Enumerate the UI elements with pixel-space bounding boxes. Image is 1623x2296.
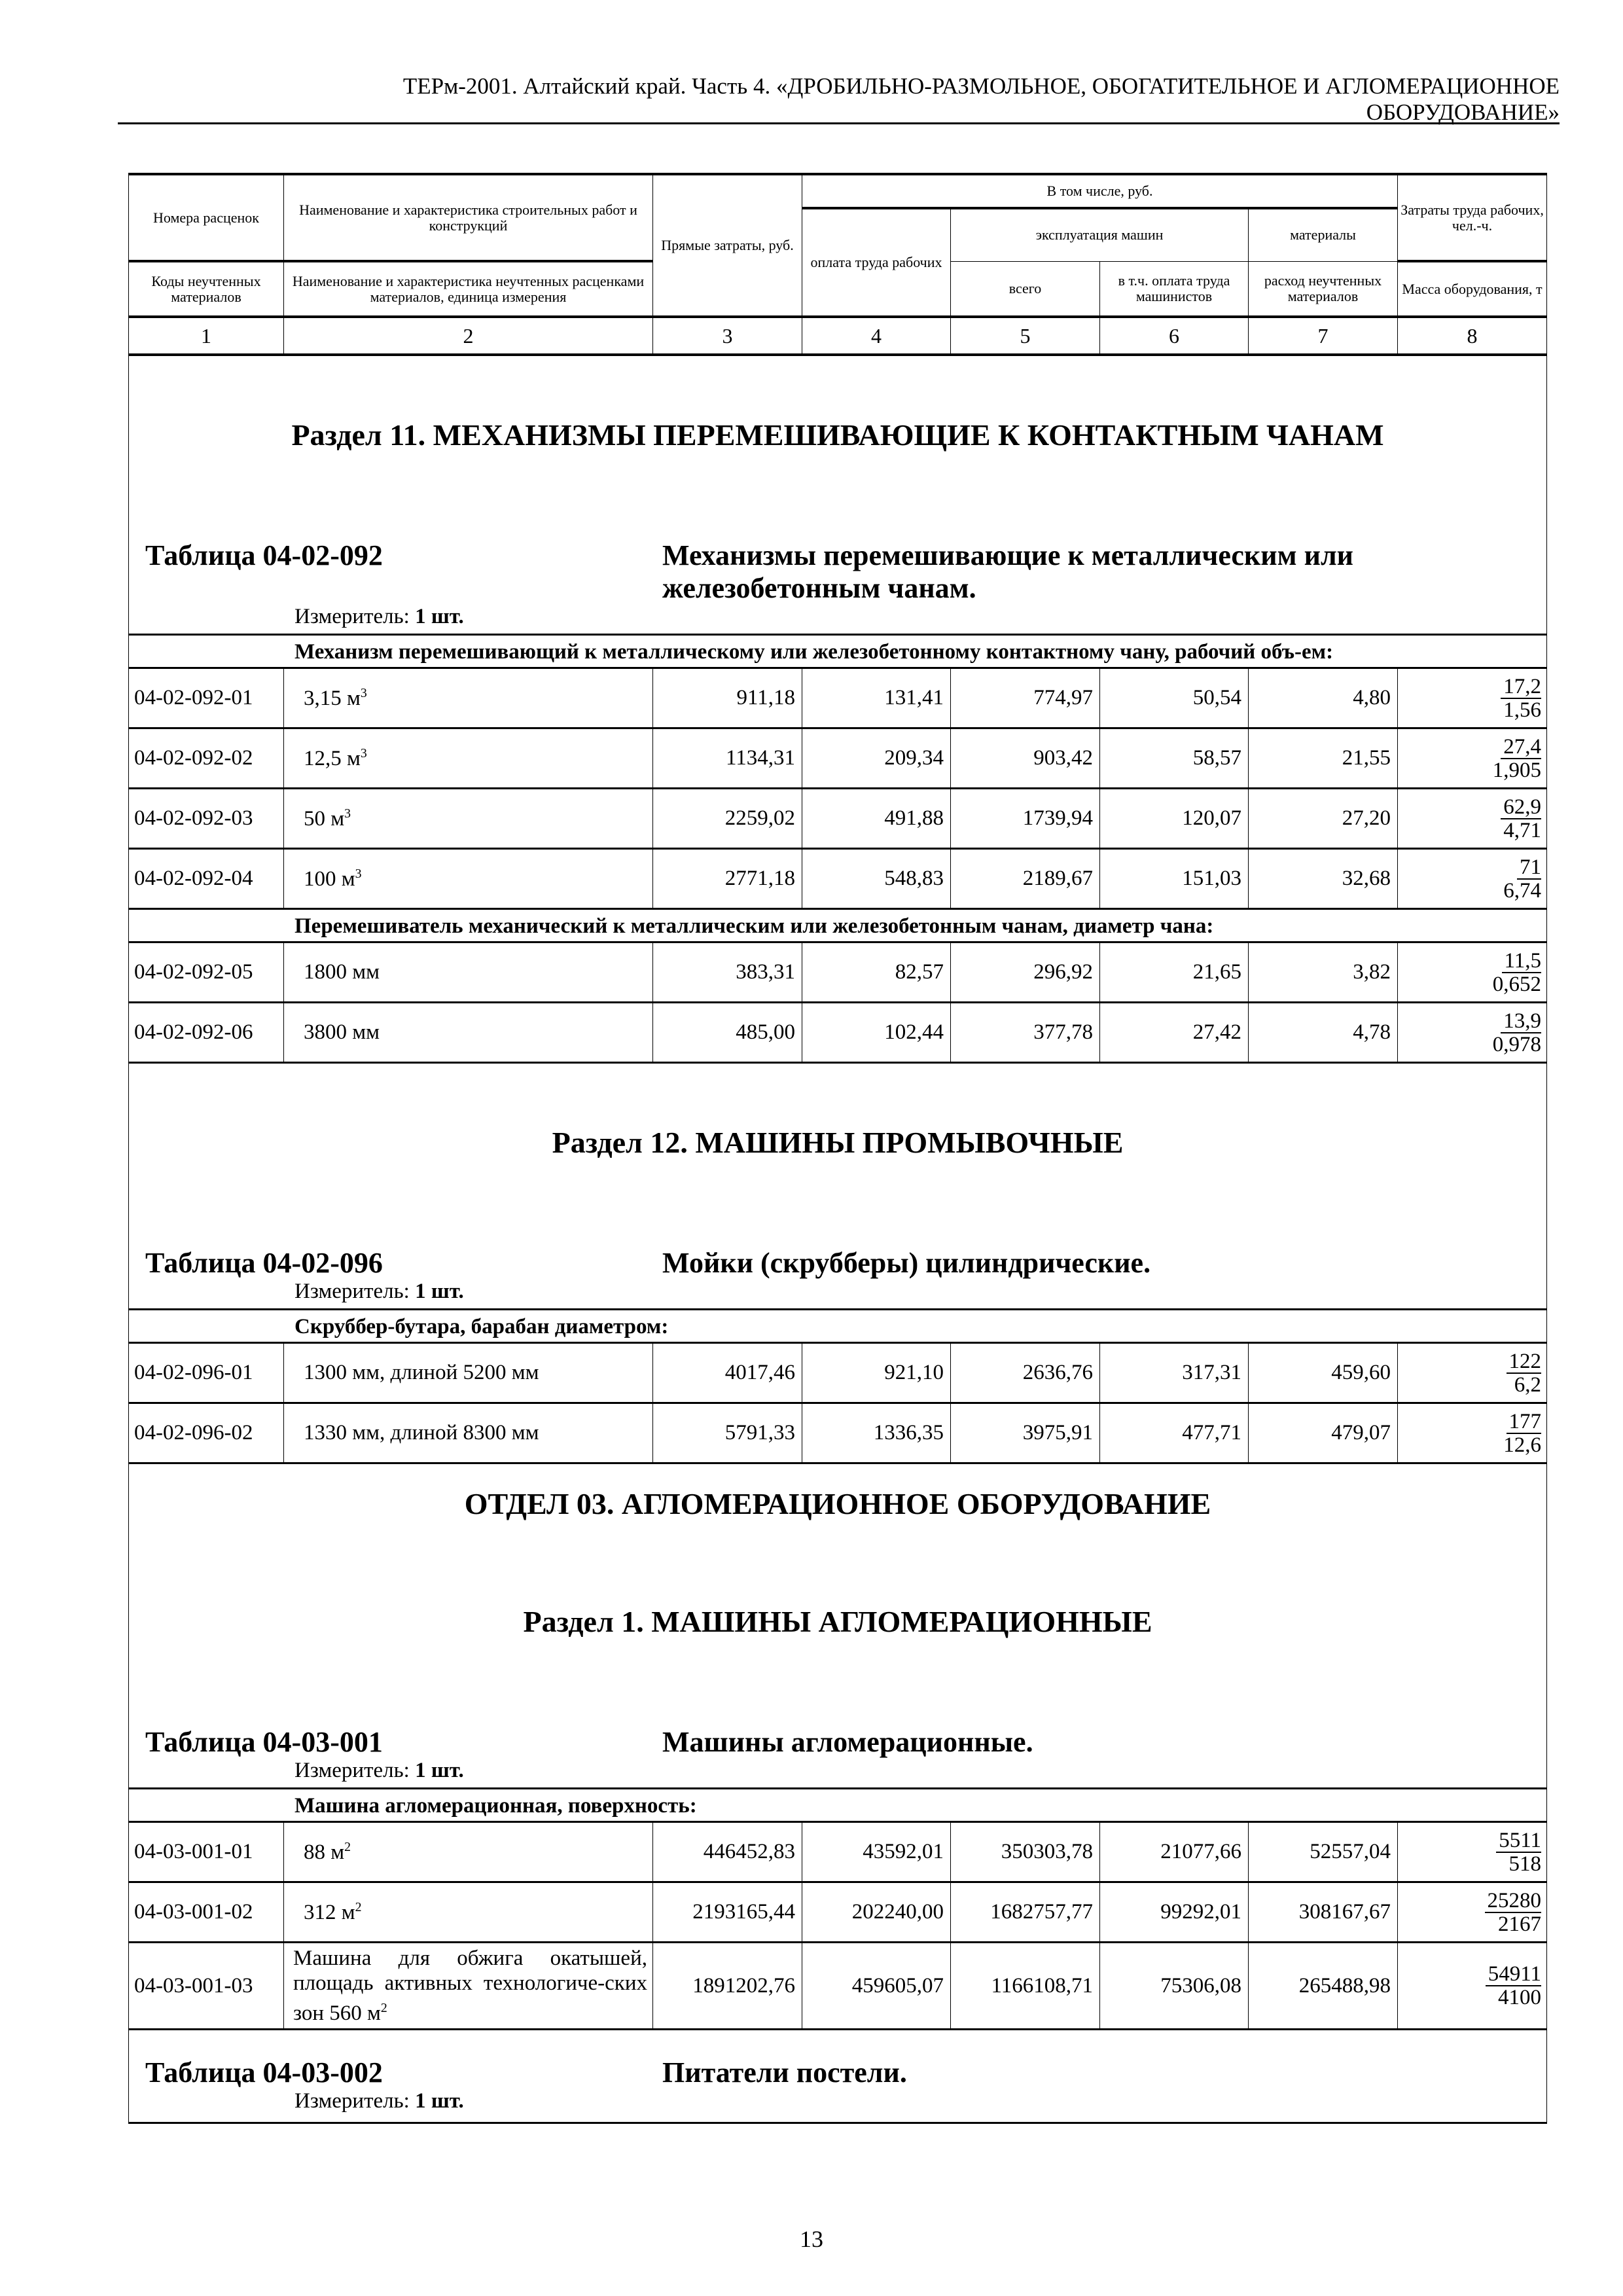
group-cell [129, 1310, 1547, 1343]
measurer-value: 1 шт. [415, 1759, 464, 1782]
table-title: Машины агломерационные. [662, 1726, 1033, 1758]
table-number: Таблица 04-02-092 [145, 539, 383, 571]
unit-exponent: 3 [360, 685, 367, 700]
division-title: ОТДЕЛ 03. АГЛОМЕРАЦИОННОЕ ОБОРУДОВАНИЕ [464, 1486, 1211, 1520]
measurer-cell [129, 1280, 1547, 1310]
th-worker-pay: оплата труда рабочих [802, 208, 951, 317]
col-number: 6 [1100, 317, 1249, 355]
materials-value: 4,80 [1249, 668, 1398, 728]
equipment-mass: 1,905 [1492, 758, 1542, 782]
materials-value: 21,55 [1249, 728, 1398, 789]
machine-total-value: 1682757,77 [951, 1882, 1100, 1943]
worker-pay-value: 459605,07 [802, 1943, 951, 2030]
rate-description [284, 789, 653, 849]
worker-pay-value: 202240,00 [802, 1882, 951, 1943]
measurer-cell [129, 605, 1547, 635]
rate-description [284, 942, 653, 1003]
labor-hours: 177 [1507, 1410, 1542, 1434]
table-title: Питатели постели. [662, 2056, 907, 2089]
worker-pay-value: 1336,35 [802, 1403, 951, 1463]
table_title-row [129, 1221, 1547, 1280]
th-equipment-mass: Масса оборудования, т [1398, 261, 1547, 317]
col-number: 5 [951, 317, 1100, 355]
group-row [129, 635, 1547, 668]
division-cell [129, 1463, 1547, 1543]
labor-hours: 25280 [1485, 1890, 1542, 1913]
group-heading: Перемешиватель механический к металлическим или железобетонным чанам, диаметр чана: [294, 914, 1214, 938]
section-cell [129, 1543, 1547, 1700]
table-row [129, 789, 1547, 849]
operator-pay-value: 151,03 [1100, 849, 1249, 909]
direct-costs-value: 4017,46 [653, 1343, 802, 1403]
labor-hours: 62,9 [1501, 796, 1541, 819]
measurer-row [129, 1280, 1547, 1310]
labor-hours: 122 [1507, 1350, 1542, 1374]
operator-pay-value: 75306,08 [1100, 1943, 1249, 2030]
direct-costs-value: 1134,31 [653, 728, 802, 789]
measurer-value: 1 шт. [415, 2089, 464, 2113]
labor-mass-fraction [1398, 728, 1547, 789]
col-number: 8 [1398, 317, 1547, 355]
equipment-mass: 6,2 [1514, 1372, 1542, 1397]
labor-mass-fraction [1398, 789, 1547, 849]
th-machine-total: всего [951, 261, 1100, 317]
running-header [403, 73, 1560, 126]
table-row [129, 1003, 1547, 1063]
table_title-cell [129, 1700, 1547, 1759]
worker-pay-value: 102,44 [802, 1003, 951, 1063]
th-materials: материалы [1249, 208, 1398, 261]
section-title: Раздел 1. МАШИНЫ АГЛОМЕРАЦИОННЫЕ [523, 1604, 1152, 1638]
direct-costs-value: 2771,18 [653, 849, 802, 909]
direct-costs-value: 5791,33 [653, 1403, 802, 1463]
machine-total-value: 1739,94 [951, 789, 1100, 849]
rate-description [284, 1882, 653, 1943]
th-rate-numbers: Номера расценок [129, 174, 284, 261]
description-text: 3,15 м [304, 686, 361, 710]
equipment-mass: 0,652 [1492, 972, 1542, 996]
worker-pay-value: 548,83 [802, 849, 951, 909]
labor-mass-fraction [1398, 1943, 1547, 2030]
labor-hours: 17,2 [1501, 675, 1541, 699]
group-heading: Механизм перемешивающий к металлическому или железобетонному контактному чану, рабочий объ-ем: [294, 640, 1334, 664]
labor-mass-fraction [1398, 1882, 1547, 1943]
table-number: Таблица 04-02-096 [145, 1247, 383, 1279]
equipment-mass: 12,6 [1503, 1433, 1542, 1457]
materials-value: 27,20 [1249, 789, 1398, 849]
table_title-cell [129, 513, 1547, 605]
description-text: 50 м [304, 806, 345, 831]
machine-total-value: 903,42 [951, 728, 1100, 789]
unit-exponent: 2 [380, 2001, 387, 2015]
rate-description [284, 1003, 653, 1063]
operator-pay-value: 21,65 [1100, 942, 1249, 1003]
table-title: Мойки (скрубберы) цилиндрические. [662, 1247, 1151, 1279]
equipment-mass: 0,978 [1492, 1032, 1542, 1056]
th-operator-pay: в т.ч. оплата труда машинистов [1100, 261, 1249, 317]
division-row [129, 1463, 1547, 1543]
description-text: 3800 мм [304, 1020, 380, 1044]
direct-costs-value: 911,18 [653, 668, 802, 728]
description-text: 312 м [304, 1900, 355, 1924]
operator-pay-value: 27,42 [1100, 1003, 1249, 1063]
labor-mass-fraction [1398, 1003, 1547, 1063]
labor-hours: 54911 [1486, 1963, 1541, 1986]
unit-exponent: 3 [355, 866, 362, 881]
rate-code: 04-02-092-03 [129, 789, 284, 849]
group-row [129, 1310, 1547, 1343]
rate-code: 04-03-001-01 [129, 1822, 284, 1882]
rate-description [284, 849, 653, 909]
description-text: 1800 мм [304, 960, 380, 984]
col-number: 3 [653, 317, 802, 355]
description-text: 100 м [304, 867, 355, 891]
table-row [129, 942, 1547, 1003]
materials-value: 265488,98 [1249, 1943, 1398, 2030]
rate-code: 04-02-092-06 [129, 1003, 284, 1063]
th-machine-operation: эксплуатация машин [951, 208, 1249, 261]
col-number: 7 [1249, 317, 1398, 355]
col-number: 4 [802, 317, 951, 355]
rate-code: 04-02-092-02 [129, 728, 284, 789]
direct-costs-value: 2259,02 [653, 789, 802, 849]
materials-value: 479,07 [1249, 1403, 1398, 1463]
th-material-names: Наименование и характеристика неучтенных расценками материалов, единица измерения [284, 261, 653, 317]
direct-costs-value: 2193165,44 [653, 1882, 802, 1943]
labor-mass-fraction [1398, 668, 1547, 728]
group-row [129, 909, 1547, 942]
measurer-label: Измеритель: [294, 1759, 410, 1782]
header-divider [118, 122, 1560, 124]
operator-pay-value: 58,57 [1100, 728, 1249, 789]
labor-mass-fraction [1398, 1403, 1547, 1463]
measurer-value: 1 шт. [415, 605, 464, 628]
measurer-row [129, 1759, 1547, 1789]
description-text: 12,5 м [304, 746, 361, 770]
rate-code: 04-02-092-05 [129, 942, 284, 1003]
section-row [129, 1543, 1547, 1700]
rate-description [284, 1403, 653, 1463]
operator-pay-value: 317,31 [1100, 1343, 1249, 1403]
col-number: 1 [129, 317, 284, 355]
materials-value: 308167,67 [1249, 1882, 1398, 1943]
header-line-2: ОБОРУДОВАНИЕ» [1366, 99, 1560, 125]
header-line-1: ТЕРм-2001. Алтайский край. Часть 4. «ДРОБИЛЬНО-РАЗМОЛЬНОЕ, ОБОГАТИТЕЛЬНОЕ И АГЛОМЕРАЦИОННОЕ [402, 73, 1560, 99]
section-cell [129, 1063, 1547, 1221]
section-title: Раздел 11. МЕХАНИЗМЫ ПЕРЕМЕШИВАЮЩИЕ К КОНТАКТНЫМ ЧАНАМ [291, 418, 1384, 452]
rate-description [284, 1343, 653, 1403]
group-cell [129, 1789, 1547, 1822]
materials-value: 4,78 [1249, 1003, 1398, 1063]
measurer-row [129, 605, 1547, 635]
labor-hours: 13,9 [1501, 1010, 1541, 1033]
labor-mass-fraction [1398, 1822, 1547, 1882]
machine-total-value: 296,92 [951, 942, 1100, 1003]
rate-description [284, 668, 653, 728]
labor-hours: 27,4 [1501, 736, 1541, 759]
worker-pay-value: 491,88 [802, 789, 951, 849]
table-number: Таблица 04-03-001 [145, 1726, 383, 1758]
th-labor-costs: Затраты труда рабочих, чел.-ч. [1398, 174, 1547, 261]
worker-pay-value: 921,10 [802, 1343, 951, 1403]
table-row [129, 1822, 1547, 1882]
group-heading: Машина агломерационная, поверхность: [294, 1794, 697, 1818]
col-number: 2 [284, 317, 653, 355]
labor-mass-fraction [1398, 849, 1547, 909]
machine-total-value: 2636,76 [951, 1343, 1100, 1403]
machine-total-value: 377,78 [951, 1003, 1100, 1063]
materials-value: 459,60 [1249, 1343, 1398, 1403]
rate-code: 04-03-001-03 [129, 1943, 284, 2030]
operator-pay-value: 21077,66 [1100, 1822, 1249, 1882]
table_title-cell [129, 2030, 1547, 2090]
section-row [129, 1063, 1547, 1221]
table-title: Механизмы перемешивающие к металлическим или железобетонным чанам. [662, 539, 1353, 604]
measurer-value: 1 шт. [415, 1280, 464, 1303]
th-direct-costs: Прямые затраты, руб. [653, 174, 802, 317]
unit-exponent: 3 [344, 806, 351, 821]
labor-hours: 5511 [1496, 1829, 1541, 1853]
equipment-mass: 4,71 [1503, 818, 1542, 842]
machine-total-value: 350303,78 [951, 1822, 1100, 1882]
table-row [129, 1343, 1547, 1403]
table_title-row [129, 1700, 1547, 1759]
table-row [129, 668, 1547, 728]
rate-code: 04-02-092-04 [129, 849, 284, 909]
unit-exponent: 2 [344, 1839, 351, 1854]
table-row [129, 1882, 1547, 1943]
table-row [129, 849, 1547, 909]
machine-total-value: 2189,67 [951, 849, 1100, 909]
labor-mass-fraction [1398, 942, 1547, 1003]
rate-description [284, 1822, 653, 1882]
equipment-mass: 518 [1508, 1852, 1542, 1876]
measurer-label: Измеритель: [294, 1280, 410, 1303]
rates-table [128, 173, 1547, 2124]
rate-code: 04-03-001-02 [129, 1882, 284, 1943]
table-number: Таблица 04-03-002 [145, 2056, 383, 2089]
section-row [129, 355, 1547, 513]
materials-value: 32,68 [1249, 849, 1398, 909]
rate-code: 04-02-092-01 [129, 668, 284, 728]
direct-costs-value: 1891202,76 [653, 1943, 802, 2030]
group-cell [129, 635, 1547, 668]
measurer-row [129, 2089, 1547, 2123]
th-work-name: Наименование и характеристика строительных работ и конструкций [284, 174, 653, 261]
description-text: 88 м [304, 1840, 345, 1864]
description-text: 1300 мм, длиной 5200 мм [304, 1361, 539, 1384]
direct-costs-value: 485,00 [653, 1003, 802, 1063]
table-row [129, 728, 1547, 789]
section-title: Раздел 12. МАШИНЫ ПРОМЫВОЧНЫЕ [552, 1125, 1124, 1159]
equipment-mass: 2167 [1498, 1912, 1542, 1936]
machine-total-value: 3975,91 [951, 1403, 1100, 1463]
description-text: 1330 мм, длиной 8300 мм [304, 1421, 539, 1444]
equipment-mass: 4100 [1498, 1986, 1542, 2009]
group-row [129, 1789, 1547, 1822]
group-heading: Скруббер-бутара, барабан диаметром: [294, 1315, 669, 1338]
operator-pay-value: 120,07 [1100, 789, 1249, 849]
page-number: 13 [800, 2226, 823, 2252]
measurer-cell [129, 2089, 1547, 2123]
machine-total-value: 1166108,71 [951, 1943, 1100, 2030]
measurer-label: Измеритель: [294, 605, 410, 628]
table-row [129, 1403, 1547, 1463]
worker-pay-value: 43592,01 [802, 1822, 951, 1882]
rate-code: 04-02-096-02 [129, 1403, 284, 1463]
materials-value: 3,82 [1249, 942, 1398, 1003]
materials-value: 52557,04 [1249, 1822, 1398, 1882]
direct-costs-value: 446452,83 [653, 1822, 802, 1882]
worker-pay-value: 131,41 [802, 668, 951, 728]
measurer-cell [129, 1759, 1547, 1789]
worker-pay-value: 209,34 [802, 728, 951, 789]
equipment-mass: 6,74 [1503, 878, 1542, 903]
machine-total-value: 774,97 [951, 668, 1100, 728]
worker-pay-value: 82,57 [802, 942, 951, 1003]
th-material-consumption: расход неучтенных материалов [1249, 261, 1398, 317]
direct-costs-value: 383,31 [653, 942, 802, 1003]
rate-description [284, 728, 653, 789]
measurer-label: Измеритель: [294, 2089, 410, 2113]
th-including: В том числе, руб. [802, 174, 1398, 208]
labor-hours: 11,5 [1502, 950, 1542, 973]
table_title-row [129, 513, 1547, 605]
description-text: Машина для обжига окатышей, площадь активных технологиче-ских зон 560 м [293, 1946, 647, 2025]
operator-pay-value: 99292,01 [1100, 1882, 1249, 1943]
section-cell [129, 355, 1547, 513]
equipment-mass: 1,56 [1503, 698, 1542, 722]
operator-pay-value: 477,71 [1100, 1403, 1249, 1463]
labor-hours: 71 [1517, 856, 1541, 880]
unit-exponent: 3 [360, 745, 367, 761]
rate-description [284, 1943, 653, 2030]
operator-pay-value: 50,54 [1100, 668, 1249, 728]
group-cell [129, 909, 1547, 942]
labor-mass-fraction [1398, 1343, 1547, 1403]
rate-code: 04-02-096-01 [129, 1343, 284, 1403]
table-row [129, 1943, 1547, 2030]
table_title-cell [129, 1221, 1547, 1280]
th-material-codes: Коды неучтенных материалов [129, 261, 284, 317]
unit-exponent: 2 [355, 1899, 362, 1914]
table_title-row [129, 2030, 1547, 2090]
